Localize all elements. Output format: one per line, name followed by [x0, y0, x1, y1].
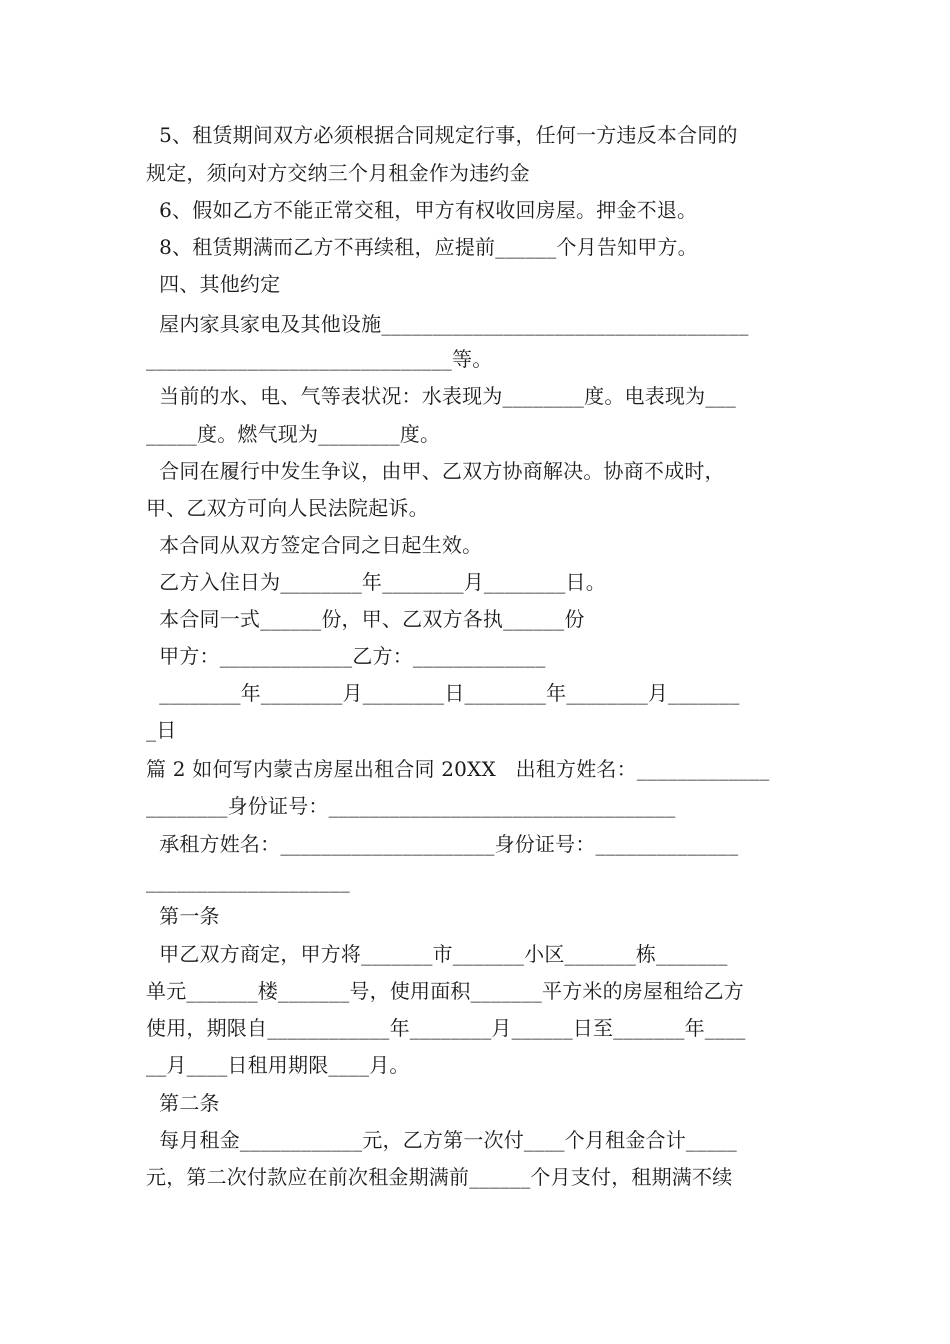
date-line: ________年________月________日________年________月_______	[146, 681, 740, 705]
text-line: 规定，须向对方交纳三个月租金作为违约金	[146, 161, 530, 185]
text-line: 本合同一式______份，甲、乙双方各执______份	[146, 607, 585, 631]
text-line: 6、假如乙方不能正常交租，甲方有权收回房屋。押金不退。	[146, 198, 698, 222]
text-line: __月____日租用期限____月。	[146, 1053, 410, 1077]
text-line: 当前的水、电、气等表状况：水表现为________度。电表现为___	[146, 384, 736, 408]
text-line: 合同在履行中发生争议，由甲、乙双方协商解决。协商不成时，	[146, 459, 725, 483]
date-line: _日	[146, 718, 177, 742]
section-heading: 第一条	[146, 904, 220, 928]
text-line: ________身份证号：__________________________________	[146, 794, 676, 818]
text-line: 乙方入住日为________年________月________日。	[146, 570, 606, 594]
text-line: 承租方姓名：_____________________身份证号：______________	[146, 832, 739, 856]
section-heading: 四、其他约定	[146, 272, 281, 296]
article-heading: 篇 2 如何写内蒙古房屋出租合同 20XX 出租方姓名：_____________	[146, 757, 770, 781]
text-line: 屋内家具家电及其他设施____________________________________	[146, 312, 749, 336]
section-heading: 第二条	[146, 1091, 220, 1115]
text-line: 8、租赁期满而乙方不再续租，应提前______个月告知甲方。	[146, 235, 698, 259]
text-line: 甲乙双方商定，甲方将_______市_______小区_______栋_______	[146, 942, 728, 966]
text-line: 5、租赁期间双方必须根据合同规定行事，任何一方违反本合同的	[146, 123, 738, 147]
text-line: _____度。燃气现为________度。	[146, 422, 441, 446]
signature-line: 甲方：_____________乙方：_____________	[146, 644, 546, 668]
text-line: ____________________	[146, 869, 350, 893]
text-line: 使用，期限自____________年________月______日至_______年____	[146, 1016, 746, 1040]
text-line: 每月租金____________元，乙方第一次付____个月租金合计_____	[146, 1128, 737, 1152]
text-line: ______________________________等。	[146, 347, 493, 371]
text-line: 甲、乙双方可向人民法院起诉。	[146, 496, 429, 520]
text-line: 本合同从双方签定合同之日起生效。	[146, 533, 483, 557]
text-line: 单元_______楼_______号，使用面积_______平方米的房屋租给乙方	[146, 979, 744, 1003]
text-line: 元，第二次付款应在前次租金期满前______个月支付，租期满不续	[146, 1165, 733, 1189]
